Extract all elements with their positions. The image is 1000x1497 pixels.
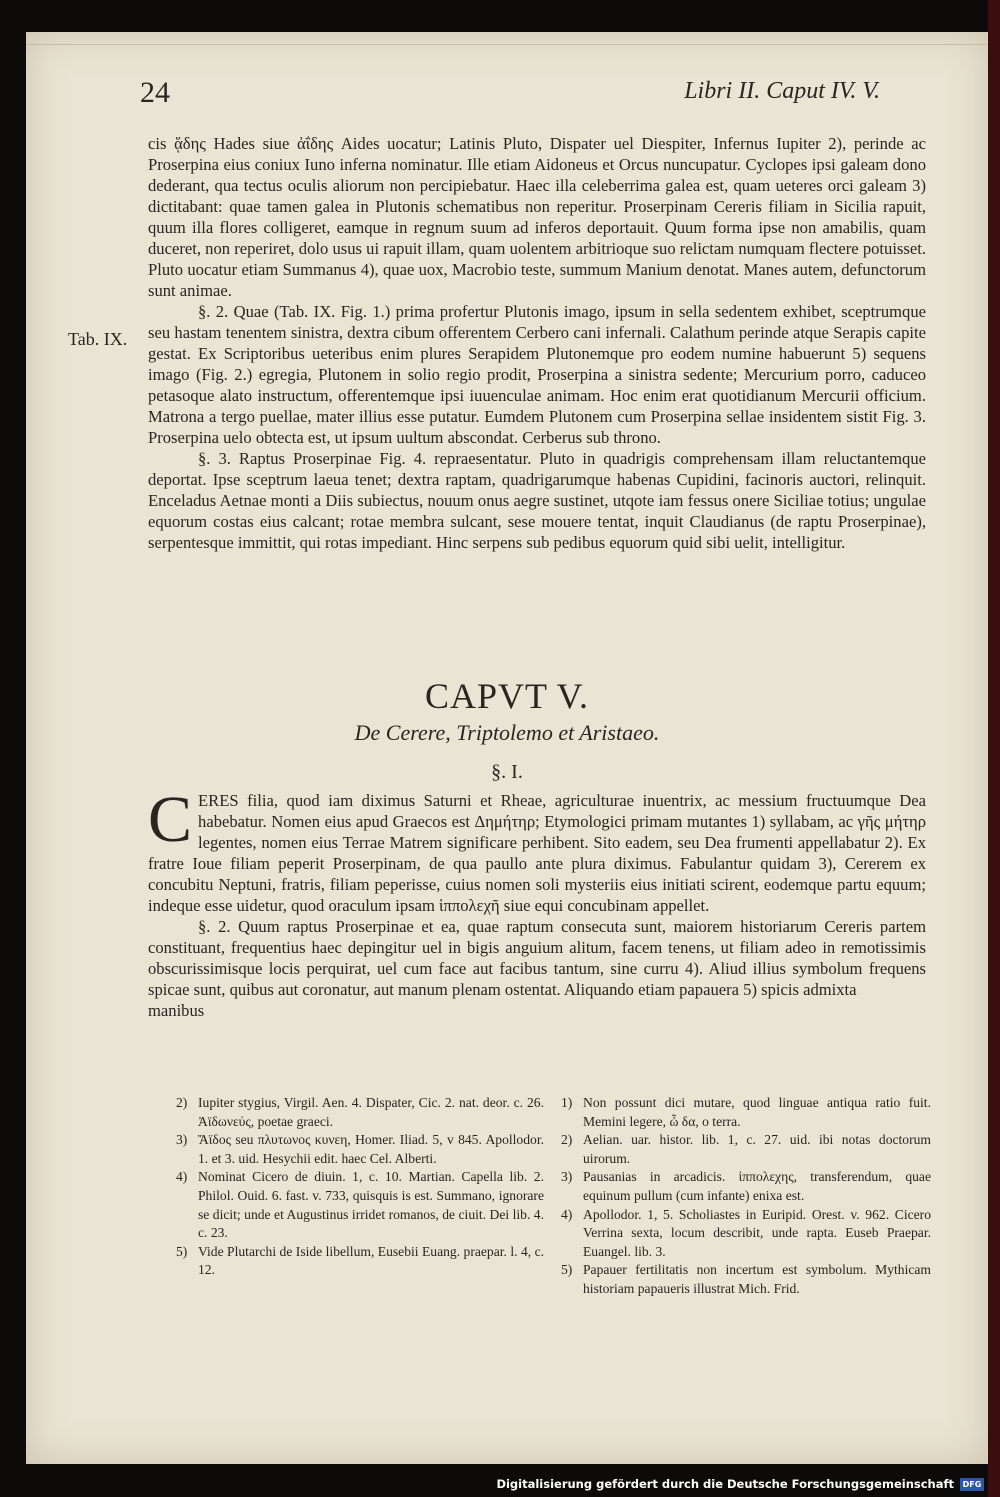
footnote: [561, 1206, 931, 1262]
footnote: [561, 1168, 931, 1205]
footnote-text: Vide Plutarchi de Iside libellum, Eusebii Euang. praepar. l. 4, c. 12.: [198, 1243, 544, 1278]
footnote: [176, 1243, 544, 1280]
footnote-mark: 4): [176, 1169, 188, 1185]
paragraph-section-2: §. 2. Quae (Tab. IX. Fig. 1.) prima profertur Plutonis imago, ipsum in sella sedentem exhibet, sceptrumque seu hastam tenentem sinistra, dextra cibum offerentem Cerbero cani infernali. Calathum perinde atque Serapis capite gestat. Ex Scriptoribus ueteribus enim plures Serapidem Plutonemque pro eodem numine habuerunt 5) sequens imago (Fig. 2.) egregia, Plutonem in solio regio prodit, Proserpina a sinistra sedente; Mercurium porro, caduceo petasoque alato instructum, offerentemque ipsi iuuenculae animam. Hoc enim erat quotidianum Mercurii officium. Matrona a tergo puellae, mater illius esse putatur. Eumdem Plutonem cum Proserpina sellae insidentem sistit Fig. 3. Proserpina uelo obtecta est, ut ipsum uultum abscondat. Cerberus sub throno.: [148, 302, 926, 447]
footnote-text: Iupiter stygius, Virgil. Aen. 4. Dispater, Cic. 2. nat. deor. c. 26. Ἀϊδωνεύς, poetae graeci.: [198, 1095, 544, 1129]
page-number: 24: [140, 76, 170, 109]
footnote-text: Aelian. uar. histor. lib. 1, c. 27. uid. ibi notas doctorum uirorum.: [583, 1132, 931, 1166]
footnote-mark: 3): [176, 1132, 188, 1148]
footnote-mark: 5): [176, 1243, 188, 1259]
section-mark: §. I.: [491, 761, 523, 783]
chapter5-text: [148, 783, 926, 1021]
book-spine-edge: [988, 0, 1000, 1497]
chapter4-text: [148, 133, 926, 553]
book-page: [26, 32, 988, 1464]
footnote-text: Pausanias in arcadicis. ἱππολεχης, transferendum, quae equinum pullum (cum infante) enixa est.: [583, 1169, 931, 1203]
footnote-text: Nominat Cicero de diuin. 1, c. 10. Martian. Capella lib. 2. Philol. Ouid. 6. fast. v. 733, quisquis is est. Summano, ignorare se dicit; unde et Augustinus irridet romanos, de ciuit. Dei lib. 4. c. 23.: [198, 1169, 544, 1241]
paragraph-ceres-intro-text: ERES filia, quod iam diximus Saturni et Rheae, agriculturae inuentrix, ac messium fructuumque Dea habebatur. Nomen eius apud Graecos est Δημήτηρ; Etymologici primam mutantes 1) syllabam, ac γῆς μήτηρ legentes, nomen eius Terrae Matrem significare perhibent. Sito eadem, seu Dea frumenti appellabatur 2). Ex fratre Ioue filiam peperit Proserpinam, de qua paullo ante plura diximus. Fabulantur quidam 3), Cererem ex concubitu Neptuni, fratris, filiam peperisse, cuius nomen soli mysteriis eius initiati scirent, eodemque partu equum; indeque esse uidetur, quod oraculum ipsam ἱππολεχῆ siue equi concubinam appellet.: [148, 791, 926, 915]
footnote-mark: 2): [176, 1095, 188, 1110]
footnote-text: Apollodor. 1, 5. Scholiastes in Euripid. Orest. v. 962. Cicero Verrina sexta, locum describit, unde rapta. Euseb Praepar. Euangel. lib. 3.: [583, 1206, 931, 1259]
footnote: [561, 1261, 931, 1298]
footnote-text: Papauer fertilitatis non incertum est symbolum. Mythicam historiam papaueris illustrat Mich. Frid.: [583, 1262, 931, 1296]
digitization-note: Digitalisierung gefördert durch die Deutsche Forschungsgemeinschaft: [496, 1477, 954, 1491]
footnote: [176, 1094, 544, 1131]
footnotes-left: [176, 1094, 544, 1280]
footnotes-right: [561, 1094, 931, 1299]
footnote-mark: 4): [561, 1206, 573, 1222]
footnote: [561, 1094, 931, 1131]
footnote-mark: 3): [561, 1169, 573, 1185]
footnote-mark: 5): [561, 1262, 573, 1278]
dfg-logo: DFG: [960, 1478, 984, 1491]
footnote: [176, 1168, 544, 1242]
footnote: [176, 1131, 544, 1168]
chapter-subtitle: De Cerere, Triptolemo et Aristaeo.: [354, 720, 660, 745]
digitization-footer: [0, 1471, 984, 1497]
footnote-text: Non possunt dici mutare, quod linguae antiqua ratio fuit. Memini legere, ὦ δα, o terra.: [583, 1095, 931, 1129]
paragraph-ceres-intro: [148, 783, 926, 916]
footnote: [561, 1131, 931, 1168]
paragraph-section-3: §. 3. Raptus Proserpinae Fig. 4. repraesentatur. Pluto in quadrigis comprehensam illam reluctantemque deportat. Ipse sceptrum laeua tenet; dextra raptam, quadrigarumque habenas Cupidini, facinoris auctori, relinquit. Enceladus Aetnae monti a Diis subiectus, nouum onus aegre sustinet, utqote iam fessus onere Siciliae totius; ungulae equorum costas eius calcant; rotae membra sulcant, sese mouere tentat, inquit Claudianus (de raptu Proserpinae), serpentesque immittit, qui rotas impediant. Hinc serpens sub pedibus equorum quid sibi uelit, intelligitur.: [148, 449, 926, 552]
margin-note-tab: Tab. IX.: [68, 329, 128, 349]
running-head: Libri II. Caput IV. V.: [684, 78, 880, 104]
drop-capital: C: [148, 783, 193, 856]
catchword: manibus: [148, 1001, 205, 1020]
footnote-mark: 2): [561, 1132, 573, 1148]
paragraph-ceres-section-2: §. 2. Quum raptus Proserpinae et ea, quae raptum consecuta sunt, maiorem historiarum Cereris partem constituant, frequentius haec depingitur uel in bigis anguium alitum, facem tenens, ut filiam adeo in remotissimis obscurissimisque locis perquirat, uel cum face aut facibus tantum, sine curru 4). Aliud illius symbolum frequens spicae sunt, quibus aut coronatur, aut manum plenam ostentat. Aliquando etiam papauera 5) spicis admixta: [148, 917, 926, 999]
footnote-text: Ἄϊδος seu πλυτωνος κυνεη, Homer. Iliad. 5, v 845. Apollodor. 1. et 3. uid. Hesychii edit. haec Cel. Alberti.: [198, 1132, 544, 1166]
paragraph-opening: cis ᾅδης Hades siue ἀΐδης Aides uocatur; Latinis Pluto, Dispater uel Diespiter, Infernus Iupiter 2), perinde ac Proserpina eius coniux Iuno inferna nominatur. Ille etiam Aidoneus et Orcus nuncupatur. Cyclopes ipsi galeam dono dederant, qua tectus oculis aliorum non percipiebatur. Haec illa celeberrima galea est, quam ueteres orci galeam 3) dictitabant: quae tamen galea in Plutonis schematibus non reperitur. Proserpinam Cereris filiam in Sicilia rapuit, quum illa flores colligeret, eamque in regnum suum ad inferos deportauit. Quum forma ipse non amabilis, quam duceret, non reperiret, dolo usus ui rapuit illam, quam uolentem arbitrioque suo relictam numquam flectere potuisset. Pluto uocatur etiam Summanus 4), quae uox, Macrobio teste, summum Manium denotat. Manes autem, defunctorum sunt animae.: [148, 134, 926, 300]
chapter-title: CAPVT V.: [424, 676, 590, 716]
scan-line: [26, 44, 988, 45]
footnote-mark: 1): [561, 1095, 573, 1110]
